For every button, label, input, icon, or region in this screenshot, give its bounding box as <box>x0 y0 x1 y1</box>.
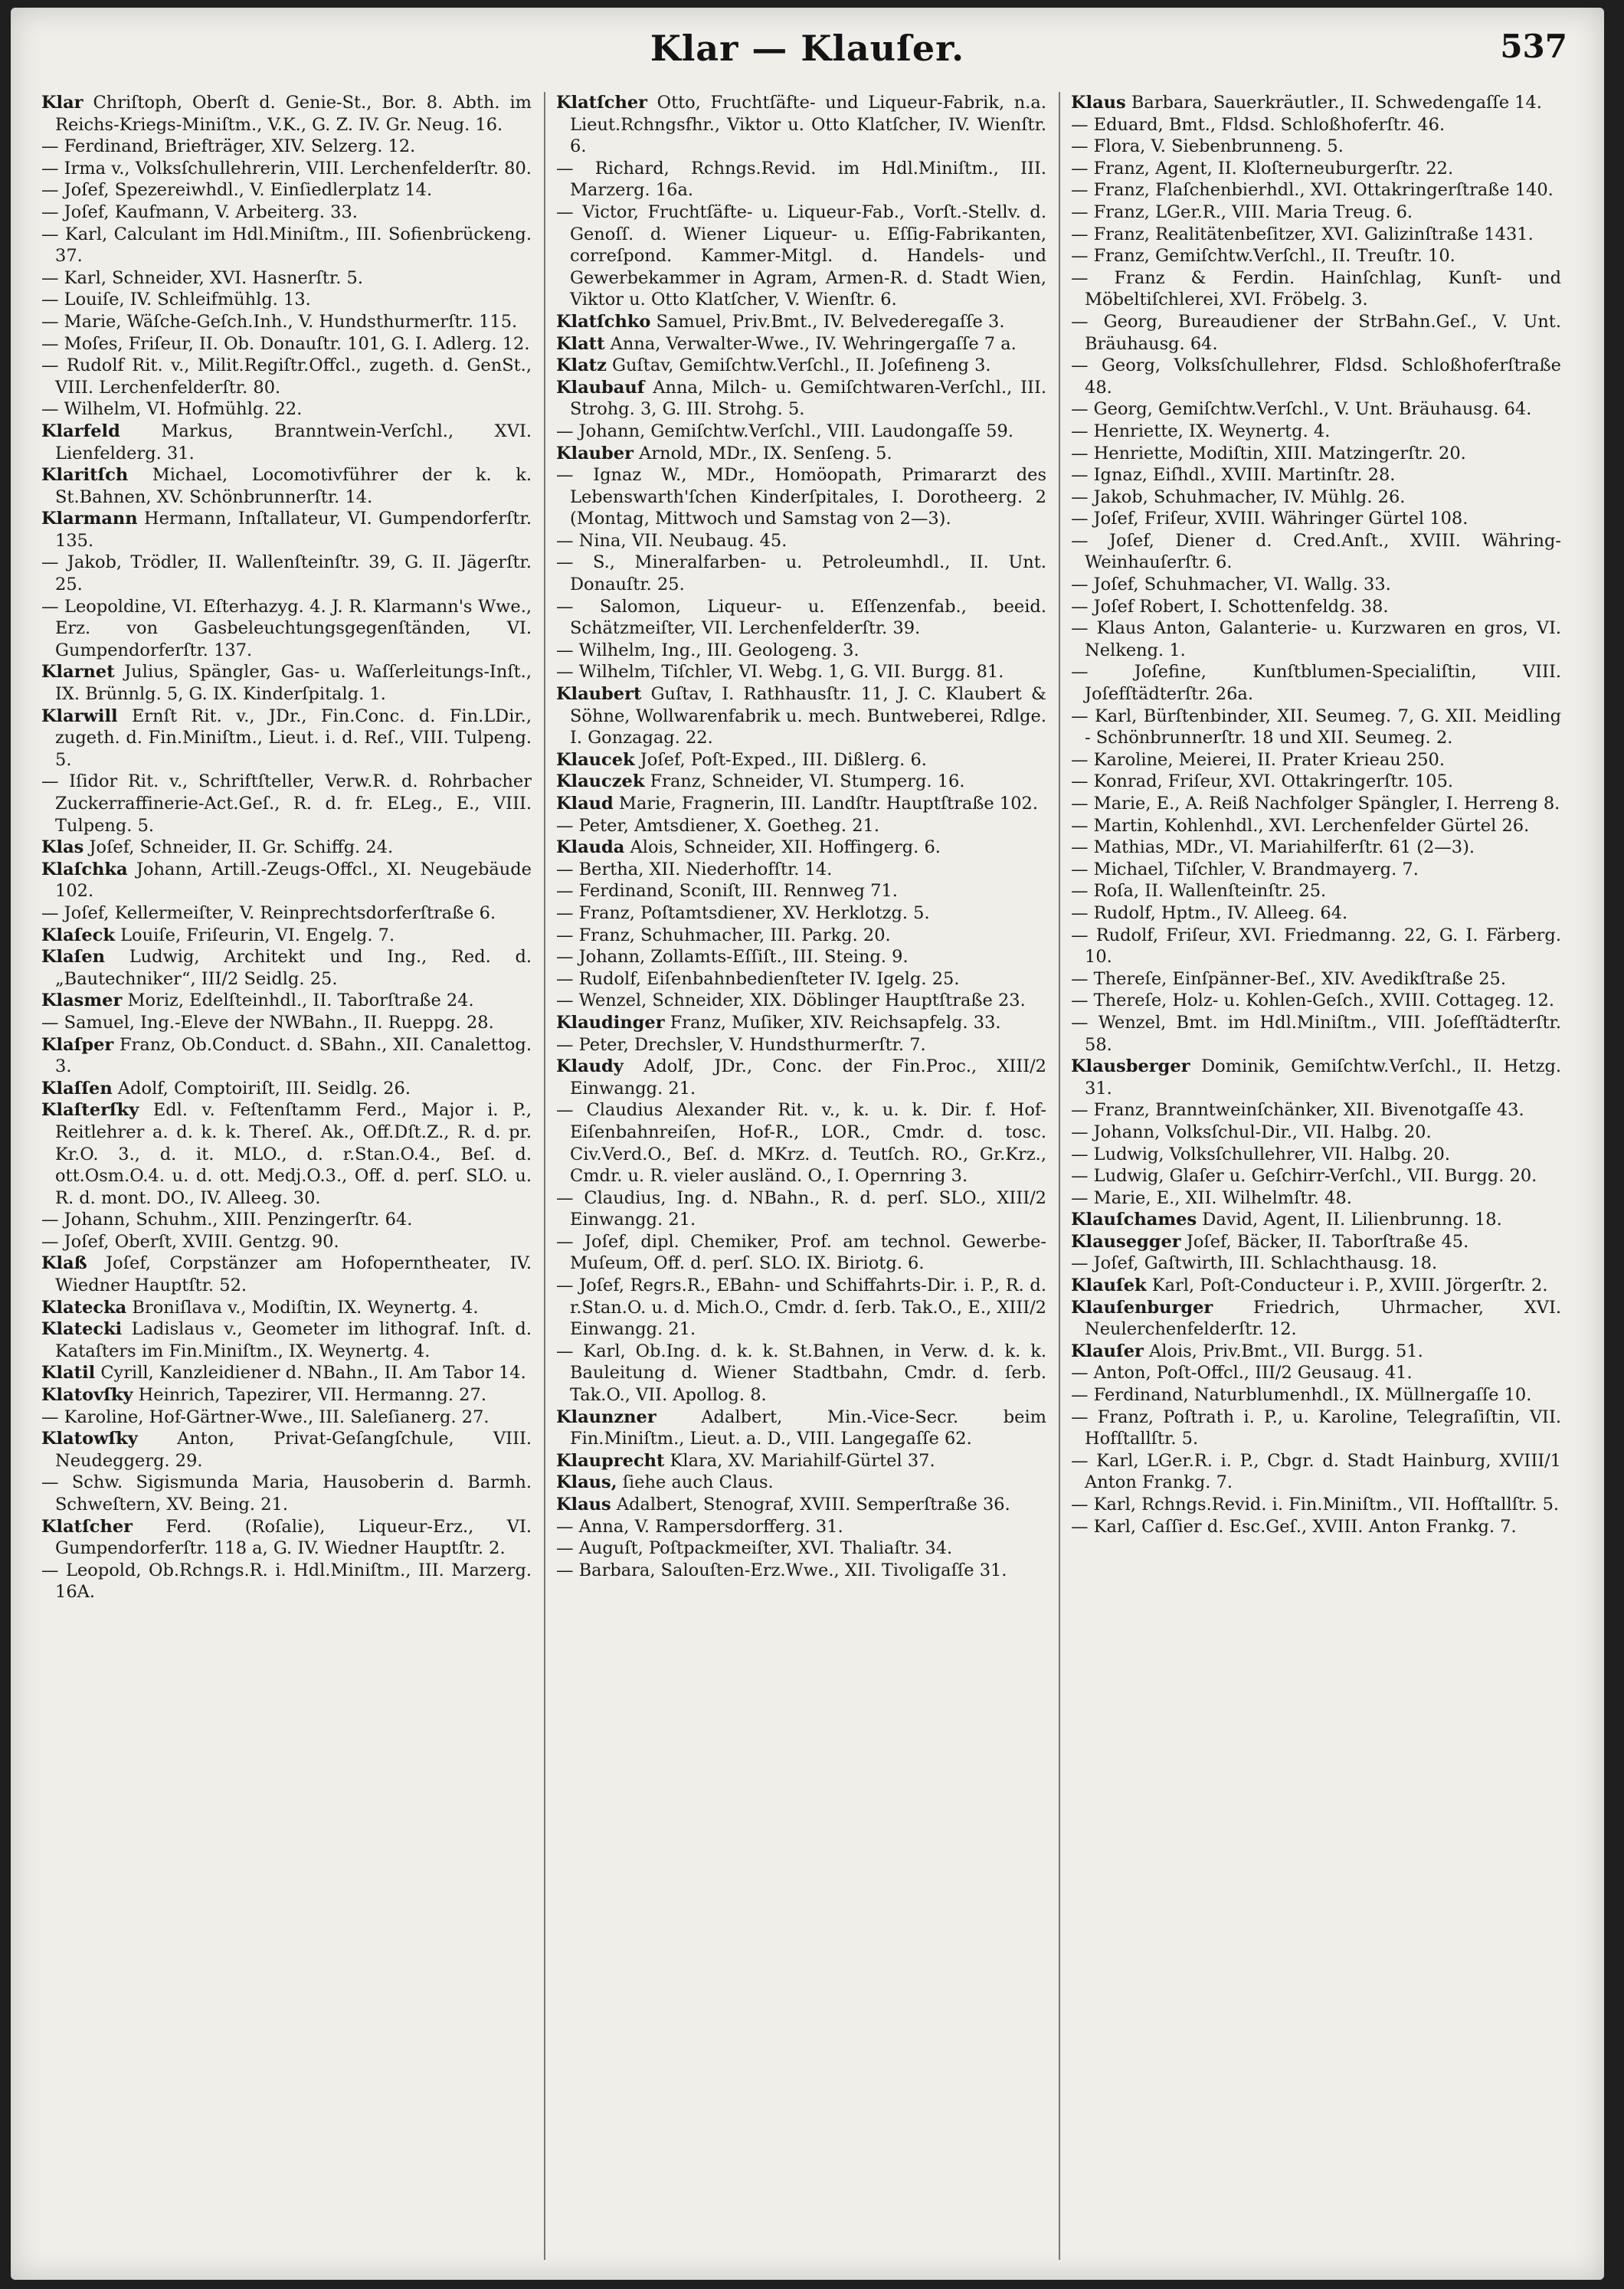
directory-entry: — Franz, Realitätenbeſitzer, XVI. Galizinſtraße 1431. <box>1071 224 1534 244</box>
directory-entry: Klaſper Franz, Ob.Conduct. d. SBahn., XII. Canalettog. 3. <box>41 1034 532 1077</box>
directory-entry: Klauber Arnold, MDr., IX. Senſeng. 5. <box>556 443 892 463</box>
directory-entry: — Moſes, Friſeur, II. Ob. Donauſtr. 101, G. I. Adlerg. 12. <box>41 333 530 354</box>
directory-entry: — Wilhelm, Tiſchler, VI. Webg. 1, G. VII. Burgg. 81. <box>556 662 1004 683</box>
directory-entry: — Franz, LGer.R., VIII. Maria Treug. 6. <box>1071 201 1413 222</box>
directory-entry: — Karl, Rchngs.Revid. i. Fin.Miniſtm., VII. Hofſtallſtr. 5. <box>1071 1495 1560 1515</box>
directory-entry: — Joſef, Kaufmann, V. Arbeiterg. 33. <box>41 201 358 222</box>
directory-entry: Klas Joſef, Schneider, II. Gr. Schiffg. 24. <box>41 837 394 858</box>
directory-entry: — Joſef Robert, I. Schottenfeldg. 38. <box>1071 596 1389 617</box>
directory-entry: — Joſef, Gaſtwirth, III. Schlachthausg. 18. <box>1071 1253 1438 1274</box>
directory-entry: Klaus, ſiehe auch Claus. <box>556 1472 774 1493</box>
directory-entry: Klarmann Hermann, Inſtallateur, VI. Gumpendorferſtr. 135. <box>41 509 532 551</box>
directory-entry: — Klaus Anton, Galanterie- u. Kurzwaren en gros, VI. Nelkeng. 1. <box>1071 618 1561 660</box>
column-2 <box>556 92 1046 2268</box>
column-3 <box>1071 92 1561 2268</box>
directory-entry: — Ignaz, Eiſhdl., XVIII. Martinſtr. 28. <box>1071 465 1396 486</box>
directory-entry: — Samuel, Ing.-Eleve der NWBahn., II. Rueppg. 28. <box>41 1012 494 1033</box>
directory-entry: — Marie, E., XII. Wilhelmſtr. 48. <box>1071 1187 1352 1208</box>
directory-entry: — Joſef, Diener d. Cred.Anſt., XVIII. Währing-Weinhauſerſtr. 6. <box>1071 530 1561 573</box>
directory-entry: — Thereſe, Holz- u. Kohlen-Geſch., XVIII. Cottageg. 12. <box>1071 991 1554 1011</box>
directory-entry: — Rudolf, Friſeur, XVI. Friedmanng. 22, G. I. Färberg. 10. <box>1071 925 1561 968</box>
page-number: 537 <box>1500 28 1567 65</box>
directory-entry: — Victor, Fruchtſäfte- u. Liqueur-Fab., Vorſt.-Stellv. d. Genoſſ. d. Wiener Liqueur- u. Eſſig-Fabrikanten, correſpond. Kammer-Mitgl. d. Handels- und Gewerbekammer in Agram, Armen-R. d. Stadt Wien, Viktor u. Otto Klatſcher, V. Wienſtr. 6. <box>556 201 1046 310</box>
directory-entry: — Ferdinand, Sconiſt, III. Rennweg 71. <box>556 881 898 902</box>
directory-entry: — Richard, Rchngs.Revid. im Hdl.Miniſtm., III. Marzerg. 16a. <box>556 158 1046 201</box>
directory-entry: — Leopold, Ob.Rchngs.R. i. Hdl.Miniſtm., III. Marzerg. 16A. <box>41 1560 532 1603</box>
directory-entry: — Georg, Volksſchullehrer, Fldsd. Schloßhoferſtraße 48. <box>1071 355 1561 398</box>
page-title: Klar — Klauſer. <box>650 28 965 69</box>
directory-entry: — Jakob, Trödler, II. Wallenſteinſtr. 39, G. II. Jägerſtr. 25. <box>41 552 532 595</box>
directory-entry: — Ludwig, Volksſchullehrer, VII. Halbg. 20. <box>1071 1144 1450 1164</box>
directory-entry: — Auguſt, Poſtpackmeiſter, XVI. Thaliaſtr. 34. <box>556 1538 953 1559</box>
directory-entry: — Franz, Branntweinſchänker, XII. Bivenotgaſſe 43. <box>1071 1100 1524 1121</box>
directory-entry: Klaſen Ludwig, Architekt und Ing., Red. d. „Bautechniker“, III/2 Seidlg. 25. <box>41 947 532 989</box>
directory-entry: — Franz, Schuhmacher, III. Parkg. 20. <box>556 925 891 945</box>
directory-entry: — Anton, Poſt-Offcl., III/2 Geusaug. 41. <box>1071 1363 1413 1384</box>
directory-entry: — Joſef, Friſeur, XVIII. Währinger Gürtel 108. <box>1071 509 1468 529</box>
directory-entry: Klausberger Dominik, Gemiſchtw.Verſchl., II. Hetzg. 31. <box>1071 1056 1561 1099</box>
directory-entry: — Johann, Gemiſchtw.Verſchl., VIII. Laudongaſſe 59. <box>556 421 1013 441</box>
directory-entry: — Flora, V. Siebenbrunneng. 5. <box>1071 136 1344 157</box>
directory-entry: Klatz Guſtav, Gemiſchtw.Verſchl., II. Joſefineng 3. <box>556 355 991 376</box>
directory-entry: — Joſef, Spezereiwhdl., V. Einſiedlerplatz 14. <box>41 180 433 201</box>
directory-entry: — Marie, Wäſche-Geſch.Inh., V. Hundsthurmerſtr. 115. <box>41 311 518 332</box>
directory-entry: — Schw. Sigismunda Maria, Hausoberin d. Barmh. Schweſtern, XV. Being. 21. <box>41 1472 532 1515</box>
directory-entry: — Rudolf, Hptm., IV. Alleeg. 64. <box>1071 902 1348 923</box>
directory-entry: — Franz, Flaſchenbierhdl., XVI. Ottakringerſtraße 140. <box>1071 180 1554 201</box>
directory-entry: Klatt Anna, Verwalter-Wwe., IV. Wehringergaſſe 7 a. <box>556 333 1017 354</box>
directory-entry: — Barbara, Salouſten-Erz.Wwe., XII. Tivoligaſſe 31. <box>556 1560 1007 1580</box>
directory-entry: Klatil Cyrill, Kanzleidiener d. NBahn., II. Am Tabor 14. <box>41 1363 526 1384</box>
directory-entry: Klaubert Guſtav, I. Rathhausſtr. 11, J. C. Klaubert & Söhne, Wollwarenfabrik u. mech. Buntweberei, Rdlge. I. Gonzagag. 22. <box>556 684 1046 748</box>
directory-entry: — Michael, Tiſchler, V. Brandmayerg. 7. <box>1071 859 1419 879</box>
directory-entry: — Ignaz W., MDr., Homöopath, Primararzt des Lebenswarth'ſchen Kinderſpitales, I. Dorotheerg. 2 (Montag, Mittwoch und Samstag von 2—3). <box>556 465 1046 529</box>
directory-entry: Klaſſen Adolf, Comptoiriſt, III. Seidlg. 26. <box>41 1078 411 1099</box>
directory-entry: Klaus Barbara, Sauerkräutler., II. Schwedengaſſe 14. <box>1071 93 1542 113</box>
directory-entry: Klausegger Joſef, Bäcker, II. Taborſtraße 45. <box>1071 1231 1469 1252</box>
directory-entry: — Claudius, Ing. d. NBahn., R. d. perſ. SLO., XIII/2 Einwangg. 21. <box>556 1187 1046 1230</box>
directory-entry: — Wenzel, Bmt. im Hdl.Miniſtm., VIII. Joſefſtädterſtr. 58. <box>1071 1012 1561 1055</box>
directory-entry: Klauſchames David, Agent, II. Lilienbrunng. 18. <box>1071 1210 1502 1230</box>
directory-entry: Klarnet Julius, Spängler, Gas- u. Waſſerleitungs-Inſt., IX. Brünnlg. 5, G. IX. Kinderſpitalg. 1. <box>41 662 532 705</box>
directory-entry: — Jakob, Schuhmacher, IV. Mühlg. 26. <box>1071 486 1406 507</box>
directory-entry: — Karoline, Hof-Gärtner-Wwe., III. Saleſianerg. 27. <box>41 1406 489 1427</box>
directory-entry: — Marie, E., A. Reiß Nachfolger Spängler, I. Herreng 8. <box>1071 794 1560 814</box>
directory-entry: — Rudolf Rit. v., Milit.Regiſtr.Offcl., zugeth. d. GenSt., VIII. Lerchenfelderſtr. 80. <box>41 355 532 398</box>
column-1 <box>41 92 532 2268</box>
directory-entry: Klar Chriſtoph, Oberſt d. Genie-St., Bor. 8. Abth. im Reichs-Kriegs-Miniſtm., V.K., G. Z. IV. Gr. Neug. 16. <box>41 93 532 135</box>
directory-entry: — Claudius Alexander Rit. v., k. u. k. Dir. f. Hof-Eiſenbahnreiſen, Hof-R., LOR., Cmdr. d. tosc. Civ.Verd.O., Beſ. d. MKrz. d. Teutſch. RO., Gr.Krz., Cmdr. u. R. vieler ausländ. O., I. Opernring 3. <box>556 1100 1046 1187</box>
directory-entry: Klatſcher Otto, Fruchtſäfte- und Liqueur-Fabrik, n.a. Lieut.Rchngsfhr., Viktor u. Otto Klatſcher, IV. Wienſtr. 6. <box>556 93 1046 157</box>
page-header <box>11 25 1604 78</box>
directory-entry: Klaud Marie, Fragnerin, III. Landſtr. Hauptſtraße 102. <box>556 794 1038 814</box>
directory-entry: Klatecka Broniſlava v., Modiſtin, IX. Weynertg. 4. <box>41 1297 479 1318</box>
directory-entry: — Henriette, IX. Weynertg. 4. <box>1071 421 1331 441</box>
directory-entry: — Eduard, Bmt., Fldsd. Schloßhoferſtr. 46. <box>1071 114 1446 135</box>
directory-entry: — Roſa, II. Wallenſteinſtr. 25. <box>1071 881 1327 902</box>
directory-entry: — Wilhelm, VI. Hofmühlg. 22. <box>41 399 303 420</box>
directory-entry: Klauſenburger Friedrich, Uhrmacher, XVI. Neulerchenfelderſtr. 12. <box>1071 1297 1561 1340</box>
directory-entry: — Peter, Drechsler, V. Hundsthurmerſtr. 7. <box>556 1034 926 1055</box>
directory-entry: — Johann, Volksſchul-Dir., VII. Halbg. 20. <box>1071 1122 1432 1142</box>
directory-entry: Klatſchko Samuel, Priv.Bmt., IV. Belvederegaſſe 3. <box>556 311 1005 332</box>
directory-entry: Klaudinger Franz, Muſiker, XIV. Reichsapfelg. 33. <box>556 1012 1001 1033</box>
directory-entry: — Ludwig, Glaſer u. Geſchirr-Verſchl., VII. Burgg. 20. <box>1071 1166 1537 1187</box>
directory-entry: — Karl, Calculant im Hdl.Miniſtm., III. Sofienbrückeng. 37. <box>41 224 532 267</box>
column-divider <box>1059 92 1060 2260</box>
directory-entry: Klaſchka Johann, Artill.-Zeugs-Offcl., XI. Neugebäude 102. <box>41 859 532 902</box>
directory-entry: Klaritſch Michael, Locomotivführer der k. k. St.Bahnen, XV. Schönbrunnerſtr. 14. <box>41 465 532 507</box>
directory-entry: Klatowſky Anton, Privat-Geſangſchule, VIII. Neudeggerg. 29. <box>41 1429 532 1471</box>
directory-entry: — Karoline, Meierei, II. Prater Krieau 250. <box>1071 749 1446 770</box>
directory-entry: — Karl, LGer.R. i. P., Cbgr. d. Stadt Hainburg, XVIII/1 Anton Frankg. 7. <box>1071 1450 1561 1493</box>
directory-entry: — Karl, Ob.Ing. d. k. k. St.Bahnen, in Verw. d. k. k. Bauleitung d. Wiener Stadtbahn, Cmdr. d. ſerb. Tak.O., VII. Apollog. 8. <box>556 1341 1046 1406</box>
directory-entry: — Joſef, Oberſt, XVIII. Gentzg. 90. <box>41 1231 339 1252</box>
directory-entry: — Martin, Kohlenhdl., XVI. Lerchenfelder Gürtel 26. <box>1071 815 1530 836</box>
directory-entry: — Joſef, Schuhmacher, VI. Wallg. 33. <box>1071 575 1391 595</box>
directory-entry: — Bertha, XII. Niederhofſtr. 14. <box>556 859 833 879</box>
directory-entry: — Louiſe, IV. Schleifmühlg. 13. <box>41 290 311 310</box>
directory-entry: — Karl, Caſſier d. Esc.Geſ., XVIII. Anton Frankg. 7. <box>1071 1516 1517 1537</box>
directory-entry: Klatovſky Heinrich, Tapezirer, VII. Hermanng. 27. <box>41 1385 486 1406</box>
directory-entry: — Franz, Agent, II. Kloſterneuburgerſtr. 22. <box>1071 158 1454 178</box>
directory-entry: Klauprecht Klara, XV. Mariahilf-Gürtel 37. <box>556 1450 935 1471</box>
directory-entry: — Rudolf, Eiſenbahnbedienſteter IV. Igelg. 25. <box>556 968 960 989</box>
directory-entry: — Ferdinand, Briefträger, XIV. Selzerg. 12. <box>41 136 416 157</box>
directory-entry: — Karl, Bürſtenbinder, XII. Seumeg. 7, G. XII. Meidling - Schönbrunnerſtr. 18 und XII. Seumeg. 2. <box>1071 706 1561 748</box>
directory-entry: — Salomon, Liqueur- u. Eſſenzenfab., beeid. Schätzmeiſter, VII. Lerchenfelderſtr. 39. <box>556 596 1046 639</box>
directory-entry: — Joſef, Kellermeiſter, V. Reinprechtsdorferſtraße 6. <box>41 902 496 923</box>
directory-entry: — Wenzel, Schneider, XIX. Döblinger Hauptſtraße 23. <box>556 991 1026 1011</box>
directory-entry: — Konrad, Friſeur, XVI. Ottakringerſtr. 105. <box>1071 771 1454 792</box>
directory-entry: — Georg, Gemiſchtw.Verſchl., V. Unt. Bräuhausg. 64. <box>1071 399 1532 420</box>
directory-entry: — Henriette, Modiſtin, XIII. Matzingerſtr. 20. <box>1071 443 1466 463</box>
directory-entry: Klarwill Ernſt Rit. v., JDr., Fin.Conc. d. Fin.LDir., zugeth. d. Fin.Miniſtm., Lieut. i. d. Reſ., VIII. Tulpeng. 5. <box>41 706 532 770</box>
column-divider <box>544 92 545 2260</box>
directory-entry: Klaucek Joſef, Poſt-Exped., III. Dißlerg. 6. <box>556 749 927 770</box>
directory-entry: Klaſterſky Edl. v. Feſtenſtamm Ferd., Major i. P., Reitlehrer a. d. k. k. Thereſ. Ak., Off.Dſt.Z., R. d. pr. Kr.O. 3., d. it. MLO., d. r.Stan.O.4., Beſ. d. ott.Osm.O.4. u. d. ott. Medj.O.3., Off. d. perſ. SLO. u. R. d. mont. DO., IV. Alleeg. 30. <box>41 1100 532 1208</box>
directory-entry: Klauda Alois, Schneider, XII. Hoffingerg. 6. <box>556 837 941 858</box>
directory-entry: Klaſeck Louiſe, Friſeurin, VI. Engelg. 7. <box>41 925 395 945</box>
directory-entry: — Franz & Ferdin. Hainſchlag, Kunſt- und Möbeltiſchlerei, XVI. Fröbelg. 3. <box>1071 267 1561 310</box>
directory-entry: — Karl, Schneider, XVI. Hasnerſtr. 5. <box>41 267 363 288</box>
directory-entry: Klauſek Karl, Poſt-Conducteur i. P., XVIII. Jörgerſtr. 2. <box>1071 1275 1548 1296</box>
directory-entry: — Joſefine, Kunſtblumen-Specialiſtin, VIII. Joſefſtädterſtr. 26a. <box>1071 662 1561 705</box>
directory-entry: — Ferdinand, Naturblumenhdl., IX. Müllnergaſſe 10. <box>1071 1385 1532 1406</box>
directory-entry: — Franz, Gemiſchtw.Verſchl., II. Treuſtr. 10. <box>1071 246 1455 267</box>
directory-entry: — Joſef, dipl. Chemiker, Prof. am technol. Gewerbe-Muſeum, Off. d. perſ. SLO. IX. Biriotg. 6. <box>556 1231 1046 1274</box>
directory-entry: Klauſer Alois, Priv.Bmt., VII. Burgg. 51. <box>1071 1341 1423 1361</box>
directory-entry: Klauczek Franz, Schneider, VI. Stumperg. 16. <box>556 771 965 792</box>
directory-entry: Klaus Adalbert, Stenograf, XVIII. Semperſtraße 36. <box>556 1495 1010 1515</box>
directory-entry: Klatecki Ladislaus v., Geometer im lithograf. Inſt. d. Kataſters im Fin.Miniſtm., IX. Weynertg. 4. <box>41 1319 532 1361</box>
directory-entry: Klatſcher Ferd. (Roſalie), Liqueur-Erz., VI. Gumpendorferſtr. 118 a, G. IV. Wiedner Hauptſtr. 2. <box>41 1516 532 1559</box>
directory-entry: — Irma v., Volksſchullehrerin, VIII. Lerchenfelderſtr. 80. <box>41 158 532 178</box>
directory-entry: Klaudy Adolf, JDr., Conc. der Fin.Proc., XIII/2 Einwangg. 21. <box>556 1056 1046 1099</box>
directory-entry: — S., Mineralfarben- u. Petroleumhdl., II. Unt. Donauſtr. 25. <box>556 552 1046 595</box>
directory-entry: — Franz, Poſtrath i. P., u. Karoline, Telegraſiſtin, VII. Hofſtallſtr. 5. <box>1071 1406 1561 1449</box>
directory-entry: Klarfeld Markus, Branntwein-Verſchl., XVI. Lienfelderg. 31. <box>41 421 532 463</box>
directory-entry: — Johann, Schuhm., XIII. Penzingerſtr. 64. <box>41 1210 413 1230</box>
directory-entry: — Thereſe, Einſpänner-Beſ., XIV. Avedikſtraße 25. <box>1071 968 1506 989</box>
directory-entry: — Peter, Amtsdiener, X. Goetheg. 21. <box>556 815 880 836</box>
directory-entry: — Iſidor Rit. v., Schriftſteller, Verw.R. d. Rohrbacher Zuckerraffinerie-Act.Geſ., R. d. fr. ELeg., E., VIII. Tulpeng. 5. <box>41 771 532 836</box>
directory-page <box>11 8 1604 2280</box>
directory-entry: — Franz, Poſtamtsdiener, XV. Herklotzg. 5. <box>556 902 930 923</box>
directory-entry: — Leopoldine, VI. Eſterhazyg. 4. J. R. Klarmann's Wwe., Erz. von Gasbeleuchtungsgegenſtänden, VI. Gumpendorferſtr. 137. <box>41 596 532 660</box>
directory-entry: Klaunzner Adalbert, Min.-Vice-Secr. beim Fin.Miniſtm., Lieut. a. D., VIII. Langegaſſe 62. <box>556 1406 1046 1449</box>
directory-entry: — Mathias, MDr., VI. Mariahilferſtr. 61 (2—3). <box>1071 837 1475 858</box>
directory-entry: Klasmer Moriz, Edelſteinhdl., II. Taborſtraße 24. <box>41 991 474 1011</box>
directory-entry: — Joſef, Regrs.R., EBahn- und Schiffahrts-Dir. i. P., R. d. r.Stan.O. u. d. Mich.O., Cmdr. d. ſerb. Tak.O., E., XIII/2 Einwangg. 21. <box>556 1275 1046 1340</box>
directory-entry: Klaubauf Anna, Milch- u. Gemiſchtwaren-Verſchl., III. Strohg. 3, G. III. Strohg. 5. <box>556 377 1046 420</box>
directory-entry: — Wilhelm, Ing., III. Geologeng. 3. <box>556 640 859 660</box>
directory-entry: — Georg, Bureaudiener der StrBahn.Geſ., V. Unt. Bräuhausg. 64. <box>1071 311 1561 354</box>
directory-entry: Klaß Joſef, Corpstänzer am Hofoperntheater, IV. Wiedner Hauptſtr. 52. <box>41 1253 532 1296</box>
directory-entry: — Johann, Zollamts-Eſſiſt., III. Steing. 9. <box>556 947 909 968</box>
directory-entry: — Nina, VII. Neubaug. 45. <box>556 530 787 551</box>
directory-entry: — Anna, V. Rampersdorfferg. 31. <box>556 1516 843 1537</box>
